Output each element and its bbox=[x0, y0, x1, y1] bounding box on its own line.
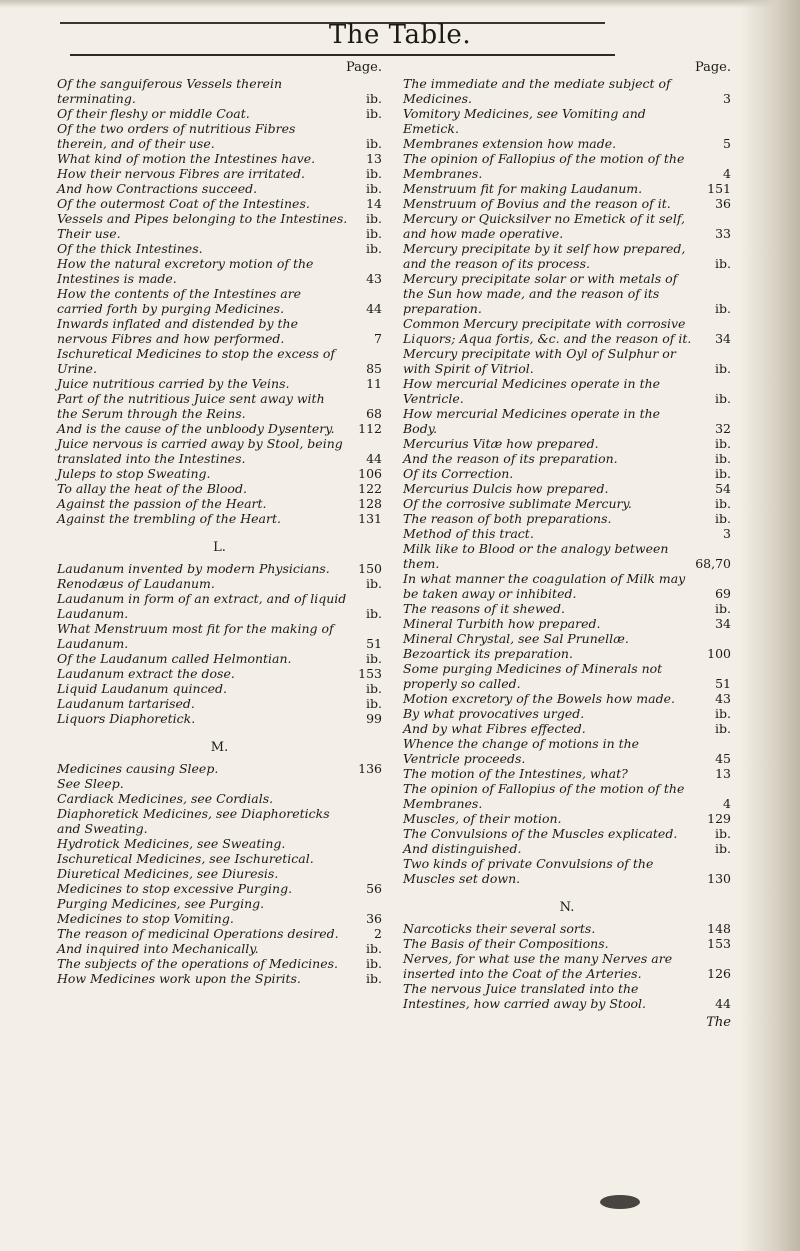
index-entry bbox=[403, 921, 731, 936]
index-entry bbox=[403, 811, 731, 826]
entry-text: Renodæus of Laudanum. bbox=[57, 576, 215, 591]
index-entry bbox=[57, 496, 382, 511]
index-entry bbox=[57, 196, 382, 211]
section-letter-n: N. bbox=[559, 900, 575, 915]
entry-page-number: ib. bbox=[715, 436, 731, 451]
index-entry bbox=[403, 706, 731, 721]
entry-text: Cardiack Medicines, see Cordials. bbox=[57, 791, 274, 806]
entry-page-number: ib. bbox=[715, 721, 731, 736]
entry-page-number: 43 bbox=[715, 691, 731, 706]
index-entry bbox=[403, 571, 731, 601]
entry-text: And distinguished. bbox=[403, 841, 522, 856]
entry-text: Mineral Chrystal, see Sal Prunellæ. bbox=[403, 631, 629, 646]
index-entry bbox=[57, 896, 382, 911]
entry-text: Ischuretical Medicines, see Ischuretical. bbox=[57, 851, 314, 866]
m-entries bbox=[57, 761, 382, 986]
entry-text: Of the thick Intestines. bbox=[57, 241, 203, 256]
entry-page-number: 3 bbox=[723, 91, 731, 106]
index-entry bbox=[57, 391, 382, 421]
index-entry bbox=[57, 481, 382, 496]
index-entry bbox=[57, 696, 382, 711]
entry-text: And how Contractions succeed. bbox=[57, 181, 258, 196]
index-entry bbox=[403, 826, 731, 841]
entry-text: Of its Correction. bbox=[403, 466, 514, 481]
entry-page-number: 153 bbox=[358, 666, 382, 681]
index-entry bbox=[57, 911, 382, 926]
entry-text: The Basis of their Compositions. bbox=[403, 936, 609, 951]
entry-text: Narcoticks their several sorts. bbox=[403, 921, 596, 936]
entry-text: The reason of both preparations. bbox=[403, 511, 612, 526]
entry-page-number: ib. bbox=[366, 956, 382, 971]
entry-text: Milk like to Blood or the analogy between them. bbox=[403, 541, 669, 571]
entry-text: Laudanum invented by modern Physicians. bbox=[57, 561, 330, 576]
index-entry bbox=[57, 971, 382, 986]
entry-text: Inwards inflated and distended by the nervous Fibres and how performed. bbox=[57, 316, 298, 346]
index-entry bbox=[403, 981, 731, 1011]
entry-text: Diuretical Medicines, see Diuresis. bbox=[57, 866, 279, 881]
entry-page-number: 56 bbox=[366, 881, 382, 896]
entry-text: Of their fleshy or middle Coat. bbox=[57, 106, 250, 121]
entry-page-number: 51 bbox=[715, 676, 731, 691]
left-entries bbox=[57, 76, 382, 526]
entry-text: Medicines to stop excessive Purging. bbox=[57, 881, 293, 896]
entry-page-number: ib. bbox=[715, 706, 731, 721]
index-entry bbox=[57, 76, 382, 106]
index-entry bbox=[57, 926, 382, 941]
entry-page-number: ib. bbox=[715, 391, 731, 406]
entry-text: Vessels and Pipes belonging to the Intestines. bbox=[57, 211, 348, 226]
entry-page-number: 45 bbox=[715, 751, 731, 766]
index-entry bbox=[403, 451, 731, 466]
entry-page-number: ib. bbox=[366, 226, 382, 241]
entry-page-number: ib. bbox=[366, 941, 382, 956]
index-entry bbox=[57, 316, 382, 346]
index-entry bbox=[403, 241, 731, 271]
index-entry bbox=[403, 181, 731, 196]
index-entry bbox=[403, 316, 731, 346]
entry-page-number: 33 bbox=[715, 226, 731, 241]
index-entry bbox=[403, 211, 731, 241]
entry-page-number: ib. bbox=[366, 696, 382, 711]
entry-text: Mineral Turbith how prepared. bbox=[403, 616, 601, 631]
entry-page-number: ib. bbox=[366, 211, 382, 226]
entry-page-number: ib. bbox=[366, 91, 382, 106]
index-entry bbox=[403, 526, 731, 541]
index-entry bbox=[57, 241, 382, 256]
entry-text: Of the Laudanum called Helmontian. bbox=[57, 651, 292, 666]
entry-page-number: 13 bbox=[366, 151, 382, 166]
index-entry bbox=[57, 851, 382, 866]
entry-text: Mercurius Dulcis how prepared. bbox=[403, 481, 609, 496]
index-entry bbox=[57, 151, 382, 166]
entry-page-number: ib. bbox=[366, 166, 382, 181]
entry-page-number: 148 bbox=[707, 921, 731, 936]
entry-text: Purging Medicines, see Purging. bbox=[57, 896, 265, 911]
index-entry bbox=[57, 591, 382, 621]
entry-text: Common Mercury precipitate with corrosive Liquors; Aqua fortis, &c. and the reason of it. bbox=[403, 316, 692, 346]
entry-text: How mercurial Medicines operate in the Body. bbox=[403, 406, 661, 436]
index-entry bbox=[403, 151, 731, 181]
entry-page-number: 32 bbox=[715, 421, 731, 436]
index-entry bbox=[403, 496, 731, 511]
entry-text: The subjects of the operations of Medicines. bbox=[57, 956, 338, 971]
entry-page-number: ib. bbox=[366, 241, 382, 256]
catchword: The bbox=[706, 1015, 731, 1030]
index-entry bbox=[403, 376, 731, 406]
entry-page-number: 69 bbox=[715, 586, 731, 601]
entry-page-number: 122 bbox=[358, 481, 382, 496]
index-entry bbox=[403, 271, 731, 316]
index-entry bbox=[57, 226, 382, 241]
index-entry bbox=[403, 856, 731, 886]
n-entries bbox=[403, 921, 731, 1011]
section-letter-l: L. bbox=[213, 540, 226, 555]
entry-page-number: ib. bbox=[366, 681, 382, 696]
entry-page-number: 99 bbox=[366, 711, 382, 726]
entry-text: Against the passion of the Heart. bbox=[57, 496, 267, 511]
entry-page-number: 11 bbox=[366, 376, 382, 391]
entry-text: Against the trembling of the Heart. bbox=[57, 511, 281, 526]
index-entry bbox=[403, 196, 731, 211]
entry-page-number: 4 bbox=[723, 166, 731, 181]
entry-text: Medicines causing Sleep. bbox=[57, 761, 219, 776]
entry-page-number: ib. bbox=[715, 466, 731, 481]
entry-text: Menstruum fit for making Laudanum. bbox=[403, 181, 643, 196]
entry-text: Mercury or Quicksilver no Emetick of it self, and how made operative. bbox=[403, 211, 685, 241]
entry-page-number: ib. bbox=[715, 301, 731, 316]
entry-page-number: ib. bbox=[715, 496, 731, 511]
entry-text: The opinion of Fallopius of the motion of the Membranes. bbox=[403, 781, 685, 811]
ink-blot bbox=[600, 1195, 640, 1209]
entry-text: How mercurial Medicines operate in the Ventricle. bbox=[403, 376, 661, 406]
index-entry bbox=[57, 956, 382, 971]
index-entry bbox=[403, 691, 731, 706]
entry-page-number: ib. bbox=[366, 136, 382, 151]
entry-text: By what provocatives urged. bbox=[403, 706, 585, 721]
entry-text: Laudanum extract the dose. bbox=[57, 666, 235, 681]
index-entry bbox=[403, 721, 731, 736]
entry-text: Mercurius Vitæ how prepared. bbox=[403, 436, 599, 451]
entry-page-number: 36 bbox=[366, 911, 382, 926]
entry-page-number: 129 bbox=[707, 811, 731, 826]
entry-page-number: ib. bbox=[715, 601, 731, 616]
entry-text: Vomitory Medicines, see Vomiting and Emetick. bbox=[403, 106, 646, 136]
index-entry bbox=[403, 406, 731, 436]
page-top-edge bbox=[0, 0, 800, 8]
index-entry bbox=[403, 841, 731, 856]
index-entry bbox=[57, 166, 382, 181]
entry-text: Method of this tract. bbox=[403, 526, 534, 541]
index-entry bbox=[403, 951, 731, 981]
entry-text: And inquired into Mechanically. bbox=[57, 941, 259, 956]
entry-page-number: ib. bbox=[715, 511, 731, 526]
index-entry bbox=[403, 106, 731, 136]
entry-page-number: 36 bbox=[715, 196, 731, 211]
entry-text: Juleps to stop Sweating. bbox=[57, 466, 211, 481]
entry-text: Bezoartick its preparation. bbox=[403, 646, 573, 661]
entry-page-number: 131 bbox=[358, 511, 382, 526]
entry-text: And the reason of its preparation. bbox=[403, 451, 618, 466]
entry-page-number: 5 bbox=[723, 136, 731, 151]
entry-text: Hydrotick Medicines, see Sweating. bbox=[57, 836, 286, 851]
entry-page-number: ib. bbox=[715, 451, 731, 466]
entry-text: Mercury precipitate solar or with metals of the Sun how made, and the reason of its preparation. bbox=[403, 271, 678, 316]
entry-page-number: 130 bbox=[707, 871, 731, 886]
index-entry bbox=[57, 621, 382, 651]
entry-page-number: 106 bbox=[358, 466, 382, 481]
index-entry bbox=[57, 666, 382, 681]
entry-page-number: ib. bbox=[366, 651, 382, 666]
entry-page-number: 68 bbox=[366, 406, 382, 421]
entry-text: See Sleep. bbox=[57, 776, 124, 791]
index-entry bbox=[57, 511, 382, 526]
entry-text: Whence the change of motions in the Ventricle proceeds. bbox=[403, 736, 640, 766]
entry-text: Of the corrosive sublimate Mercury. bbox=[403, 496, 632, 511]
entry-page-number: 54 bbox=[715, 481, 731, 496]
index-entry bbox=[403, 936, 731, 951]
index-entry bbox=[403, 766, 731, 781]
index-entry bbox=[57, 121, 382, 151]
entry-text: Of the two orders of nutritious Fibres therein, and of their use. bbox=[57, 121, 296, 151]
entry-text: And is the cause of the unbloody Dysentery. bbox=[57, 421, 335, 436]
index-entry bbox=[403, 601, 731, 616]
index-entry bbox=[403, 511, 731, 526]
entry-text: The reason of medicinal Operations desired. bbox=[57, 926, 339, 941]
index-entry bbox=[57, 836, 382, 851]
entry-page-number: 44 bbox=[366, 451, 382, 466]
index-entry bbox=[57, 711, 382, 726]
entry-page-number: 150 bbox=[358, 561, 382, 576]
entry-text: Liquors Diaphoretick. bbox=[57, 711, 196, 726]
entry-text: Juice nervous is carried away by Stool, being translated into the Intestines. bbox=[57, 436, 343, 466]
entry-page-number: 151 bbox=[707, 181, 731, 196]
index-entry bbox=[57, 346, 382, 376]
entry-text: Laudanum in form of an extract, and of liquid Laudanum. bbox=[57, 591, 347, 621]
entry-page-number: ib. bbox=[366, 606, 382, 621]
index-entry bbox=[57, 561, 382, 576]
entry-text: Part of the nutritious Juice sent away with the Serum through the Reins. bbox=[57, 391, 325, 421]
entry-page-number: 153 bbox=[707, 936, 731, 951]
entry-text: How Medicines work upon the Spirits. bbox=[57, 971, 301, 986]
entry-page-number: 128 bbox=[358, 496, 382, 511]
index-entry bbox=[57, 211, 382, 226]
entry-text: How their nervous Fibres are irritated. bbox=[57, 166, 306, 181]
entry-page-number: 14 bbox=[366, 196, 382, 211]
entry-text: Of the sanguiferous Vessels therein terminating. bbox=[57, 76, 283, 106]
entry-text: Ischuretical Medicines to stop the excess of Urine. bbox=[57, 346, 336, 376]
entry-text: The immediate and the mediate subject of Medicines. bbox=[403, 76, 671, 106]
entry-text: Menstruum of Bovius and the reason of it. bbox=[403, 196, 671, 211]
index-entry bbox=[403, 346, 731, 376]
entry-text: Membranes extension how made. bbox=[403, 136, 617, 151]
index-entry bbox=[57, 866, 382, 881]
entry-text: Nerves, for what use the many Nerves are inserted into the Coat of the Arteries. bbox=[403, 951, 673, 981]
index-entry bbox=[57, 791, 382, 806]
index-entry bbox=[57, 576, 382, 591]
index-entry bbox=[57, 436, 382, 466]
entry-page-number: 43 bbox=[366, 271, 382, 286]
entry-text: Medicines to stop Vomiting. bbox=[57, 911, 234, 926]
entry-page-number: 44 bbox=[366, 301, 382, 316]
index-entry bbox=[403, 646, 731, 661]
index-entry bbox=[403, 736, 731, 766]
entry-text: And by what Fibres effected. bbox=[403, 721, 586, 736]
entry-text: Motion excretory of the Bowels how made. bbox=[403, 691, 675, 706]
entry-text: Two kinds of private Convulsions of the Muscles set down. bbox=[403, 856, 654, 886]
entry-text: The motion of the Intestines, what? bbox=[403, 766, 628, 781]
index-entry bbox=[403, 466, 731, 481]
right-column bbox=[403, 60, 731, 1031]
entry-page-number: 100 bbox=[707, 646, 731, 661]
index-entry bbox=[57, 651, 382, 666]
entry-text: To allay the heat of the Blood. bbox=[57, 481, 247, 496]
index-entry bbox=[403, 136, 731, 151]
entry-text: How the natural excretory motion of the Intestines is made. bbox=[57, 256, 314, 286]
index-entry bbox=[403, 481, 731, 496]
entry-page-number: ib. bbox=[715, 826, 731, 841]
entry-page-number: 44 bbox=[715, 996, 731, 1011]
index-entry bbox=[403, 76, 731, 106]
entry-page-number: ib. bbox=[366, 971, 382, 986]
entry-page-number: 34 bbox=[715, 331, 731, 346]
index-entry bbox=[403, 631, 731, 646]
entry-page-number: ib. bbox=[715, 361, 731, 376]
index-entry bbox=[403, 436, 731, 451]
entry-text: The nervous Juice translated into the Intestines, how carried away by Stool. bbox=[403, 981, 646, 1011]
entry-page-number: 3 bbox=[723, 526, 731, 541]
l-entries bbox=[57, 561, 382, 726]
left-column bbox=[57, 60, 382, 986]
entry-page-number: 136 bbox=[358, 761, 382, 776]
index-entry bbox=[57, 256, 382, 286]
index-entry bbox=[57, 881, 382, 896]
index-entry bbox=[403, 616, 731, 631]
entry-text: Laudanum tartarised. bbox=[57, 696, 195, 711]
entry-text: Mercury precipitate with Oyl of Sulphur or with Spirit of Vitriol. bbox=[403, 346, 676, 376]
entry-text: Their use. bbox=[57, 226, 121, 241]
entry-text: In what manner the coagulation of Milk may be taken away or inhibited. bbox=[403, 571, 686, 601]
entry-text: What Menstruum most fit for the making of Laudanum. bbox=[57, 621, 334, 651]
index-entry bbox=[57, 181, 382, 196]
entry-page-number: 126 bbox=[707, 966, 731, 981]
index-entry bbox=[57, 681, 382, 696]
index-entry bbox=[57, 941, 382, 956]
entry-text: Juice nutritious carried by the Veins. bbox=[57, 376, 290, 391]
entry-page-number: ib. bbox=[715, 841, 731, 856]
entry-text: The Convulsions of the Muscles explicated. bbox=[403, 826, 678, 841]
index-entry bbox=[57, 286, 382, 316]
page-column-label: Page. bbox=[694, 60, 731, 75]
index-entry bbox=[57, 421, 382, 436]
section-letter-m: M. bbox=[210, 740, 229, 755]
index-entry bbox=[403, 661, 731, 691]
page-gutter-shadow bbox=[740, 0, 800, 1251]
entry-page-number: ib. bbox=[366, 181, 382, 196]
entry-text: The reasons of it shewed. bbox=[403, 601, 566, 616]
entry-text: Of the outermost Coat of the Intestines. bbox=[57, 196, 310, 211]
index-entry bbox=[57, 466, 382, 481]
title-rule bbox=[70, 54, 615, 56]
index-entry bbox=[57, 106, 382, 121]
entry-text: Muscles, of their motion. bbox=[403, 811, 562, 826]
index-entry bbox=[57, 806, 382, 836]
entry-text: Liquid Laudanum quinced. bbox=[57, 681, 227, 696]
entry-text: How the contents of the Intestines are carried forth by purging Medicines. bbox=[57, 286, 302, 316]
entry-text: Diaphoretick Medicines, see Diaphoreticks and Sweating. bbox=[57, 806, 330, 836]
index-entry bbox=[403, 541, 731, 571]
entry-page-number: ib. bbox=[715, 256, 731, 271]
entry-text: What kind of motion the Intestines have. bbox=[57, 151, 316, 166]
index-entry bbox=[57, 376, 382, 391]
entry-page-number: 51 bbox=[366, 636, 382, 651]
entry-page-number: 34 bbox=[715, 616, 731, 631]
entry-page-number: 7 bbox=[374, 331, 382, 346]
index-entry bbox=[57, 776, 382, 791]
entry-text: Mercury precipitate by it self how prepared, and the reason of its process. bbox=[403, 241, 686, 271]
entry-page-number: ib. bbox=[366, 576, 382, 591]
page-title: The Table. bbox=[328, 20, 472, 50]
entry-text: Some purging Medicines of Minerals not properly so called. bbox=[403, 661, 663, 691]
entry-text: The opinion of Fallopius of the motion of the Membranes. bbox=[403, 151, 685, 181]
page-column-label: Page. bbox=[345, 60, 382, 75]
entry-page-number: ib. bbox=[366, 106, 382, 121]
right-entries bbox=[403, 76, 731, 886]
entry-page-number: 2 bbox=[374, 926, 382, 941]
entry-page-number: 85 bbox=[366, 361, 382, 376]
index-entry bbox=[403, 781, 731, 811]
entry-page-number: 112 bbox=[358, 421, 382, 436]
entry-page-number: 13 bbox=[715, 766, 731, 781]
index-entry bbox=[57, 761, 382, 776]
entry-page-number: 4 bbox=[723, 796, 731, 811]
entry-page-number: 68,70 bbox=[695, 556, 731, 571]
